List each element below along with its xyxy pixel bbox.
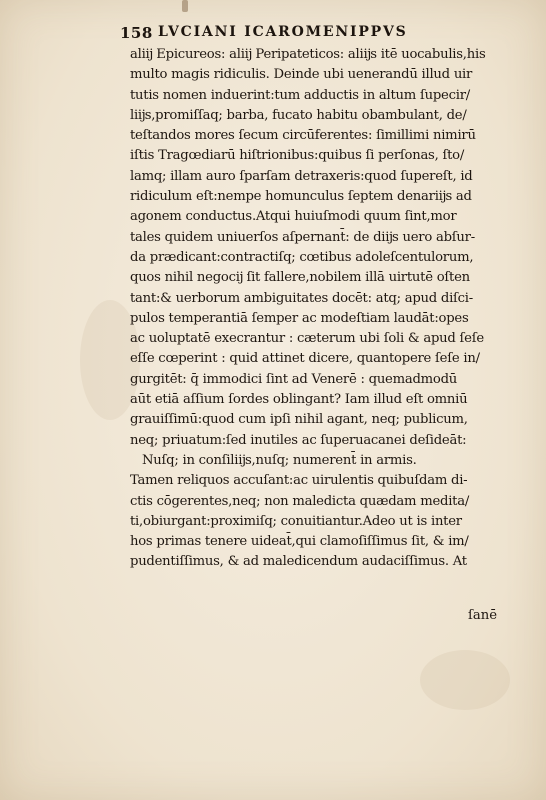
text-line: pulos temperantiā ſemper ac modeſtiam laudāt:opes <box>130 310 469 326</box>
text-line: ti,obiurgant:proximiſq; conuitiantur.Adeo ut is inter <box>130 513 462 529</box>
text-line: Nuſq; in conſiliĳs,nuſq; numerent̄ in armis. <box>142 452 417 468</box>
text-line: tutis nomen induerint:tum adductis in altum ſupecir/ <box>130 87 470 103</box>
page-header <box>120 24 446 44</box>
text-line: ctis cōgerentes,neq; non maledicta quædam medita/ <box>130 493 470 509</box>
text-line: liĳs,promiſſaq; barba, fucato habitu obambulant, de/ <box>130 107 467 123</box>
text-line: eſſe cœperint : quid attinet dicere, quantopere ſeſe in/ <box>130 351 480 367</box>
text-line: Tamen reliquos accuſant:ac uirulentis quibuſdam di- <box>130 473 468 489</box>
text-line: quos nihil negocĳ ſit fallere,nobilem illā uirtutē oſten <box>130 270 470 286</box>
text-line: pudentiſſimus, & ad maledicendum audaciſſimus. At <box>130 554 467 570</box>
text-line: hos primas tenere uideat̄,qui clamoſiſſimus ſit, & im/ <box>130 534 469 550</box>
text-line: tales quidem uniuerſos aſpernant̄: de diĳs uero abſur- <box>130 229 475 245</box>
text-line: lamq; illam auro ſparſam detraxeris:quod ſupereſt, id <box>130 168 473 184</box>
text-line: teſtandos mores ſecum circūferentes: ſimillimi nimirū <box>130 128 476 144</box>
text-line: neq; priuatum:ſed inutiles ac ſuperuacanei deſideāt: <box>130 432 467 448</box>
text-line: agonem conductus.Atqui huiuſmodi quum ſint,mor <box>130 209 457 225</box>
text-line: ac uoluptatē execrantur : cæterum ubi ſoli & apud ſeſe <box>130 331 484 347</box>
paper-stain <box>420 650 510 710</box>
text-line: gurgitēt: q̄ immodici ſint ad Venerē : quemadmodū <box>130 371 458 387</box>
text-line: multo magis ridiculis. Deinde ubi uenerandū illud uir <box>130 67 473 83</box>
text-line: tant:& uerborum ambiguitates docēt: atq; apud diſci- <box>130 290 473 306</box>
text-line: grauiſſimū:quod cum ipſi nihil agant, neq; publicum, <box>130 412 468 428</box>
catchword: ſanē <box>468 608 498 623</box>
text-line: aūt etiā aſſium ſordes oblingant? Iam illud eſt omniū <box>130 392 468 408</box>
text-line: ridiculum eſt:nempe homunculus ſeptem denariĳs ad <box>130 189 472 205</box>
text-line: iſtis Tragœdiarū hiſtrionibus:quibus ſi perſonas, ſto/ <box>130 148 465 164</box>
text-line: da prædicant:contractiſq; cœtibus adoleſcentulorum, <box>130 249 474 265</box>
text-line: aliĳ Epicureos: aliĳ Peripateticos: aliĳs itē uocabulis,his <box>130 47 486 62</box>
running-head: LVCIANI ICAROMENIPPVS <box>158 24 408 40</box>
page-blemish <box>182 0 188 12</box>
page-number: 158 <box>120 24 153 42</box>
body-text <box>130 45 504 573</box>
